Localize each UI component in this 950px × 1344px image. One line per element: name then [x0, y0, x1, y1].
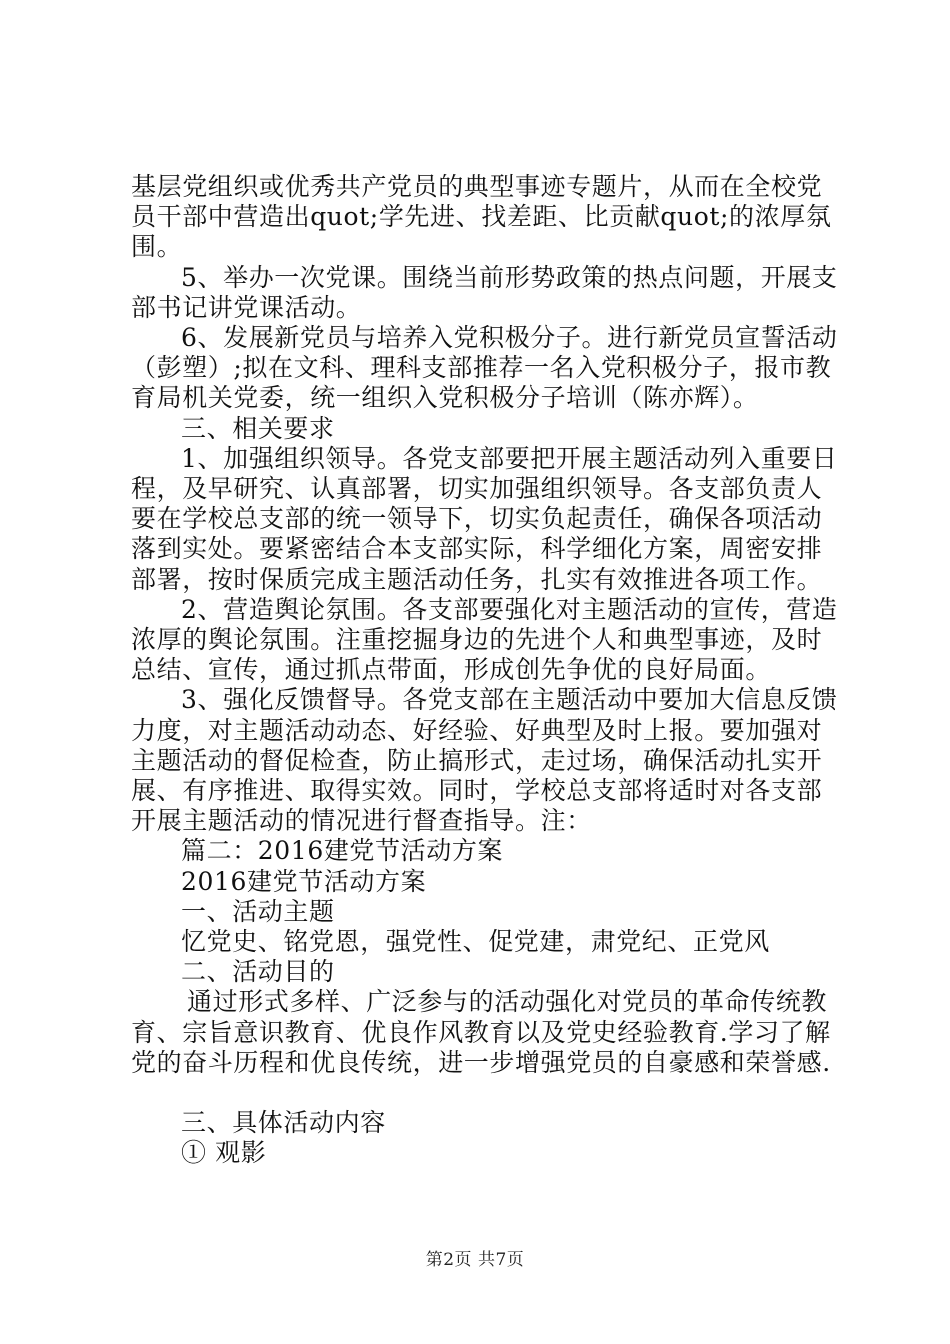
text-line: 要在学校总支部的统一领导下，切实负起责任，确保各项活动: [131, 504, 823, 534]
text-line: 落到实处。要紧密结合本支部实际，科学细化方案，周密安排: [131, 534, 823, 564]
article-heading: 篇二：2016建党节活动方案: [181, 836, 504, 866]
text-line: 育、宗旨意识教育、优良作风教育以及党史经验教育.学习了解: [131, 1017, 831, 1047]
text-line: 围。: [131, 232, 183, 262]
blank-line: [131, 1078, 831, 1108]
text-line: 基层党组织或优秀共产党员的典型事迹专题片，从而在全校党: [131, 172, 823, 201]
article-title: 2016建党节活动方案: [181, 866, 427, 896]
text-line: 部书记讲党课活动。: [131, 292, 362, 322]
text-line: 程，及早研究、认真部署，切实加强组织领导。各支部负责人: [131, 474, 823, 504]
section-heading: 三、相关要求: [181, 413, 335, 443]
page-number-footer: 第2页 共7页: [425, 1250, 525, 1270]
text-line: 育局机关党委，统一组织入党积极分子培训（陈亦辉）。: [131, 383, 759, 413]
document-body: [131, 172, 838, 1169]
text-line: 部署，按时保质完成主题活动任务，扎实有效推进各项工作。: [131, 564, 823, 594]
paragraph-start: 6、发展新党员与培养入党积极分子。进行新党员宣誓活动: [181, 323, 838, 353]
section-heading: 二、活动目的: [181, 957, 335, 987]
text-line: 浓厚的舆论氛围。注重挖掘身边的先进个人和典型事迹，及时: [131, 625, 823, 655]
text-line: 主题活动的督促检查，防止搞形式，走过场，确保活动扎实开: [131, 745, 823, 775]
paragraph-start: 2、营造舆论氛围。各支部要强化对主题活动的宣传，营造: [181, 594, 838, 624]
text-line: 力度，对主题活动动态、好经验、好典型及时上报。要加强对: [131, 715, 823, 745]
text-line: 开展主题活动的情况进行督查指导。注：: [131, 806, 592, 836]
text-line: 总结、宣传，通过抓点带面，形成创先争优的良好局面。: [131, 655, 772, 685]
paragraph-start: 5、举办一次党课。围绕当前形势政策的热点问题，开展支: [181, 262, 838, 292]
section-heading: 一、活动主题: [181, 896, 335, 926]
list-item: ① 观影: [181, 1138, 267, 1168]
text-line: 展、有序推进、取得实效。同时，学校总支部将适时对各支部: [131, 776, 823, 806]
text-line: 员干部中营造出quot;学先进、找差距、比贡献quot;的浓厚氛: [131, 202, 832, 232]
paragraph-start: 通过形式多样、广泛参与的活动强化对党员的革命传统教: [187, 987, 828, 1017]
paragraph-start: 3、强化反馈督导。各党支部在主题活动中要加大信息反馈: [181, 685, 838, 715]
text-line: （彭塑）;拟在文科、理科支部推荐一名入党积极分子，报市教: [131, 353, 832, 383]
paragraph-start: 1、加强组织领导。各党支部要把开展主题活动列入重要日: [181, 443, 838, 473]
text-line: 党的奋斗历程和优良传统，进一步增强党员的自豪感和荣誉感.: [131, 1047, 831, 1077]
section-heading: 三、具体活动内容: [181, 1108, 386, 1138]
theme-line: 忆党史、铭党恩，强党性、促党建，肃党纪、正党风: [181, 927, 770, 957]
